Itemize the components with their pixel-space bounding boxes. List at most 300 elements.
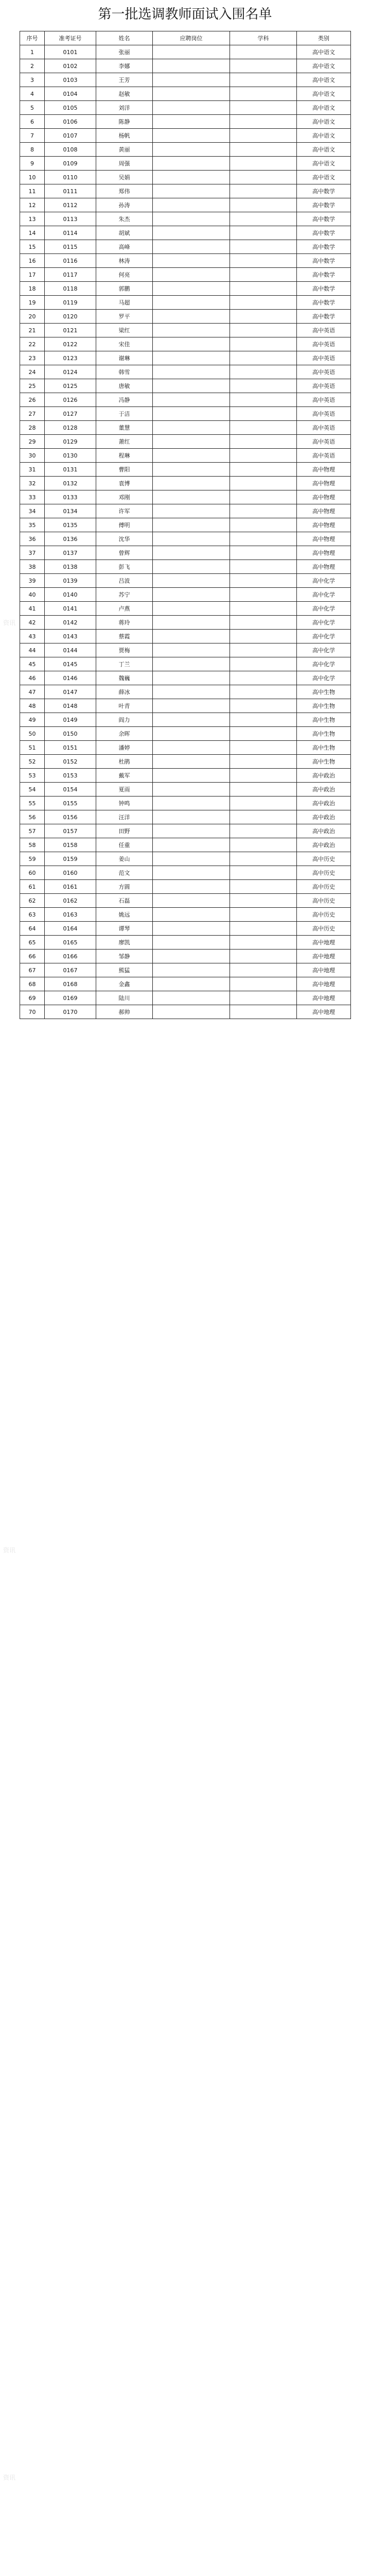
cell-subject [230, 602, 297, 616]
cell-subject [230, 685, 297, 699]
cell-position [153, 171, 230, 184]
table-row [20, 365, 351, 379]
cell-subject [230, 950, 297, 963]
cell-subject [230, 115, 297, 129]
cell-exam-id: 0126 [45, 393, 96, 407]
cell-category: 高中语文 [297, 87, 351, 101]
cell-exam-id: 0169 [45, 991, 96, 1005]
table-row [20, 532, 351, 546]
cell-subject [230, 157, 297, 171]
table-row [20, 643, 351, 657]
cell-serial: 44 [20, 643, 45, 657]
cell-serial: 28 [20, 421, 45, 435]
table-row [20, 449, 351, 463]
table-row [20, 630, 351, 643]
cell-serial: 40 [20, 588, 45, 602]
cell-serial: 7 [20, 129, 45, 143]
cell-position [153, 741, 230, 755]
cell-exam-id: 0156 [45, 810, 96, 824]
cell-serial: 57 [20, 824, 45, 838]
cell-serial: 47 [20, 685, 45, 699]
cell-position [153, 657, 230, 671]
cell-exam-id: 0113 [45, 212, 96, 226]
table-row [20, 435, 351, 449]
cell-name: 袁博 [96, 477, 153, 490]
cell-name: 许军 [96, 504, 153, 518]
cell-category: 高中历史 [297, 852, 351, 866]
cell-serial: 13 [20, 212, 45, 226]
cell-category: 高中历史 [297, 908, 351, 922]
cell-exam-id: 0125 [45, 379, 96, 393]
cell-name: 卢燕 [96, 602, 153, 616]
cell-name: 丁兰 [96, 657, 153, 671]
cell-name: 周强 [96, 157, 153, 171]
cell-exam-id: 0123 [45, 351, 96, 365]
cell-name: 范文 [96, 866, 153, 880]
cell-subject [230, 727, 297, 741]
cell-subject [230, 755, 297, 769]
cell-name: 戴军 [96, 769, 153, 783]
cell-name: 郭鹏 [96, 282, 153, 296]
cell-category: 高中英语 [297, 449, 351, 463]
cell-name: 胡斌 [96, 226, 153, 240]
cell-name: 于洁 [96, 407, 153, 421]
table-row [20, 616, 351, 630]
cell-name: 吕波 [96, 574, 153, 588]
cell-position [153, 894, 230, 908]
cell-name: 阎力 [96, 713, 153, 727]
cell-exam-id: 0106 [45, 115, 96, 129]
cell-exam-id: 0144 [45, 643, 96, 657]
table-row [20, 379, 351, 393]
cell-subject [230, 894, 297, 908]
cell-position [153, 880, 230, 894]
cell-subject [230, 477, 297, 490]
cell-name: 孙涛 [96, 198, 153, 212]
cell-category: 高中化学 [297, 588, 351, 602]
table-row [20, 713, 351, 727]
cell-serial: 50 [20, 727, 45, 741]
cell-category: 高中物理 [297, 560, 351, 574]
cell-subject [230, 741, 297, 755]
cell-name: 刘洋 [96, 101, 153, 115]
cell-subject [230, 783, 297, 796]
cell-position [153, 254, 230, 268]
cell-exam-id: 0147 [45, 685, 96, 699]
cell-serial: 31 [20, 463, 45, 477]
cell-name: 萧红 [96, 435, 153, 449]
cell-serial: 61 [20, 880, 45, 894]
cell-exam-id: 0135 [45, 518, 96, 532]
cell-subject [230, 421, 297, 435]
cell-position [153, 212, 230, 226]
header-subject: 学科 [230, 31, 297, 45]
cell-subject [230, 198, 297, 212]
cell-serial: 70 [20, 1005, 45, 1019]
cell-name: 金鑫 [96, 977, 153, 991]
table-row [20, 699, 351, 713]
page-title: 第一批选调教师面试入围名单 [98, 7, 272, 22]
table-row [20, 463, 351, 477]
cell-position [153, 477, 230, 490]
cell-exam-id: 0130 [45, 449, 96, 463]
cell-name: 宋佳 [96, 337, 153, 351]
cell-category: 高中化学 [297, 616, 351, 630]
table-row [20, 783, 351, 796]
cell-serial: 43 [20, 630, 45, 643]
table-row [20, 490, 351, 504]
table-row [20, 880, 351, 894]
cell-category: 高中物理 [297, 518, 351, 532]
cell-category: 高中政治 [297, 810, 351, 824]
cell-position [153, 115, 230, 129]
cell-position [153, 463, 230, 477]
cell-exam-id: 0107 [45, 129, 96, 143]
cell-subject [230, 435, 297, 449]
cell-subject [230, 977, 297, 991]
cell-subject [230, 310, 297, 324]
cell-name: 蒋玲 [96, 616, 153, 630]
cell-position [153, 518, 230, 532]
cell-subject [230, 365, 297, 379]
cell-subject [230, 449, 297, 463]
cell-position [153, 198, 230, 212]
cell-category: 高中物理 [297, 504, 351, 518]
cell-subject [230, 838, 297, 852]
cell-position [153, 671, 230, 685]
cell-position [153, 143, 230, 157]
cell-category: 高中语文 [297, 115, 351, 129]
cell-category: 高中地理 [297, 977, 351, 991]
cell-name: 何亮 [96, 268, 153, 282]
cell-exam-id: 0119 [45, 296, 96, 310]
cell-category: 高中英语 [297, 337, 351, 351]
cell-serial: 33 [20, 490, 45, 504]
cell-serial: 24 [20, 365, 45, 379]
cell-category: 高中生物 [297, 741, 351, 755]
cell-name: 任重 [96, 838, 153, 852]
cell-serial: 62 [20, 894, 45, 908]
cell-category: 高中数学 [297, 198, 351, 212]
cell-serial: 11 [20, 184, 45, 198]
table-row [20, 574, 351, 588]
cell-position [153, 435, 230, 449]
cell-exam-id: 0120 [45, 310, 96, 324]
cell-name: 韩雪 [96, 365, 153, 379]
cell-category: 高中地理 [297, 991, 351, 1005]
cell-position [153, 810, 230, 824]
cell-subject [230, 852, 297, 866]
table-row [20, 143, 351, 157]
roster-table [20, 31, 351, 1019]
cell-exam-id: 0122 [45, 337, 96, 351]
cell-position [153, 685, 230, 699]
cell-exam-id: 0148 [45, 699, 96, 713]
cell-name: 夏雨 [96, 783, 153, 796]
cell-exam-id: 0116 [45, 254, 96, 268]
cell-subject [230, 908, 297, 922]
table-row [20, 977, 351, 991]
cell-category: 高中政治 [297, 769, 351, 783]
cell-exam-id: 0129 [45, 435, 96, 449]
cell-subject [230, 824, 297, 838]
table-row [20, 838, 351, 852]
cell-category: 高中政治 [297, 783, 351, 796]
table-row [20, 254, 351, 268]
cell-category: 高中语文 [297, 171, 351, 184]
cell-category: 高中英语 [297, 407, 351, 421]
cell-category: 高中语文 [297, 45, 351, 59]
cell-serial: 39 [20, 574, 45, 588]
cell-serial: 25 [20, 379, 45, 393]
cell-position [153, 310, 230, 324]
cell-name: 赵敏 [96, 87, 153, 101]
cell-exam-id: 0152 [45, 755, 96, 769]
cell-serial: 69 [20, 991, 45, 1005]
cell-exam-id: 0149 [45, 713, 96, 727]
table-header-row [20, 31, 351, 45]
cell-exam-id: 0150 [45, 727, 96, 741]
cell-position [153, 351, 230, 365]
cell-exam-id: 0140 [45, 588, 96, 602]
cell-category: 高中语文 [297, 157, 351, 171]
table-row [20, 685, 351, 699]
cell-subject [230, 880, 297, 894]
cell-exam-id: 0138 [45, 560, 96, 574]
table-row [20, 1005, 351, 1019]
table-row [20, 59, 351, 73]
side-watermark: 资讯 [3, 619, 16, 626]
table-row [20, 991, 351, 1005]
cell-serial: 26 [20, 393, 45, 407]
cell-subject [230, 1005, 297, 1019]
header-exam-id: 准考证号 [45, 31, 96, 45]
cell-name: 廖凯 [96, 936, 153, 950]
cell-name: 姚远 [96, 908, 153, 922]
cell-subject [230, 324, 297, 337]
cell-serial: 23 [20, 351, 45, 365]
table-row [20, 727, 351, 741]
cell-subject [230, 337, 297, 351]
cell-serial: 48 [20, 699, 45, 713]
cell-name: 王芳 [96, 73, 153, 87]
cell-serial: 58 [20, 838, 45, 852]
table-row [20, 894, 351, 908]
cell-position [153, 602, 230, 616]
cell-serial: 34 [20, 504, 45, 518]
cell-category: 高中化学 [297, 630, 351, 643]
cell-exam-id: 0133 [45, 490, 96, 504]
table-row [20, 671, 351, 685]
cell-name: 余晖 [96, 727, 153, 741]
cell-category: 高中历史 [297, 880, 351, 894]
cell-category: 高中地理 [297, 936, 351, 950]
cell-position [153, 755, 230, 769]
cell-name: 薛冰 [96, 685, 153, 699]
cell-category: 高中生物 [297, 699, 351, 713]
table-row [20, 852, 351, 866]
table-body [20, 45, 351, 1019]
table-row [20, 324, 351, 337]
cell-exam-id: 0127 [45, 407, 96, 421]
table-row [20, 602, 351, 616]
table-row [20, 588, 351, 602]
cell-exam-id: 0157 [45, 824, 96, 838]
cell-exam-id: 0164 [45, 922, 96, 936]
cell-category: 高中数学 [297, 268, 351, 282]
cell-name: 马超 [96, 296, 153, 310]
table-row [20, 337, 351, 351]
cell-serial: 12 [20, 198, 45, 212]
cell-position [153, 157, 230, 171]
cell-serial: 66 [20, 950, 45, 963]
cell-category: 高中生物 [297, 685, 351, 699]
cell-category: 高中物理 [297, 477, 351, 490]
cell-name: 董慧 [96, 421, 153, 435]
cell-name: 熊猛 [96, 963, 153, 977]
cell-serial: 56 [20, 810, 45, 824]
cell-serial: 52 [20, 755, 45, 769]
cell-position [153, 699, 230, 713]
cell-name: 陈静 [96, 115, 153, 129]
cell-position [153, 45, 230, 59]
cell-position [153, 282, 230, 296]
cell-exam-id: 0141 [45, 602, 96, 616]
cell-subject [230, 45, 297, 59]
cell-subject [230, 282, 297, 296]
cell-position [153, 783, 230, 796]
cell-exam-id: 0109 [45, 157, 96, 171]
cell-serial: 63 [20, 908, 45, 922]
cell-name: 苏宁 [96, 588, 153, 602]
table-row [20, 741, 351, 755]
cell-name: 石磊 [96, 894, 153, 908]
cell-subject [230, 796, 297, 810]
cell-position [153, 991, 230, 1005]
cell-serial: 65 [20, 936, 45, 950]
cell-position [153, 490, 230, 504]
table-row [20, 421, 351, 435]
cell-name: 方圆 [96, 880, 153, 894]
cell-serial: 19 [20, 296, 45, 310]
cell-name: 曾辉 [96, 546, 153, 560]
header-category: 类别 [297, 31, 351, 45]
cell-subject [230, 643, 297, 657]
cell-exam-id: 0102 [45, 59, 96, 73]
cell-position [153, 727, 230, 741]
cell-serial: 3 [20, 73, 45, 87]
cell-exam-id: 0117 [45, 268, 96, 282]
cell-exam-id: 0153 [45, 769, 96, 783]
cell-exam-id: 0168 [45, 977, 96, 991]
cell-serial: 49 [20, 713, 45, 727]
cell-serial: 8 [20, 143, 45, 157]
cell-name: 曹阳 [96, 463, 153, 477]
cell-exam-id: 0145 [45, 657, 96, 671]
table-row [20, 393, 351, 407]
header-serial: 序号 [20, 31, 45, 45]
cell-position [153, 379, 230, 393]
table-row [20, 212, 351, 226]
cell-category: 高中语文 [297, 129, 351, 143]
cell-exam-id: 0132 [45, 477, 96, 490]
cell-name: 吴娟 [96, 171, 153, 184]
cell-name: 郝帅 [96, 1005, 153, 1019]
cell-subject [230, 630, 297, 643]
cell-category: 高中语文 [297, 143, 351, 157]
cell-category: 高中政治 [297, 796, 351, 810]
cell-exam-id: 0134 [45, 504, 96, 518]
cell-subject [230, 184, 297, 198]
cell-name: 冯静 [96, 393, 153, 407]
cell-position [153, 963, 230, 977]
cell-serial: 42 [20, 616, 45, 630]
cell-name: 傅明 [96, 518, 153, 532]
cell-exam-id: 0146 [45, 671, 96, 685]
cell-category: 高中地理 [297, 950, 351, 963]
cell-category: 高中数学 [297, 296, 351, 310]
cell-category: 高中生物 [297, 727, 351, 741]
cell-serial: 53 [20, 769, 45, 783]
cell-position [153, 936, 230, 950]
table-row [20, 518, 351, 532]
cell-subject [230, 268, 297, 282]
cell-serial: 55 [20, 796, 45, 810]
cell-category: 高中物理 [297, 532, 351, 546]
cell-serial: 9 [20, 157, 45, 171]
cell-name: 陆川 [96, 991, 153, 1005]
cell-subject [230, 254, 297, 268]
cell-exam-id: 0103 [45, 73, 96, 87]
cell-exam-id: 0137 [45, 546, 96, 560]
table-row [20, 936, 351, 950]
cell-category: 高中物理 [297, 490, 351, 504]
cell-exam-id: 0154 [45, 783, 96, 796]
table-row [20, 73, 351, 87]
cell-exam-id: 0121 [45, 324, 96, 337]
table-row [20, 950, 351, 963]
cell-subject [230, 171, 297, 184]
cell-subject [230, 922, 297, 936]
cell-exam-id: 0110 [45, 171, 96, 184]
cell-category: 高中数学 [297, 310, 351, 324]
table-row [20, 504, 351, 518]
cell-subject [230, 351, 297, 365]
cell-position [153, 324, 230, 337]
cell-category: 高中英语 [297, 324, 351, 337]
table-row [20, 87, 351, 101]
cell-subject [230, 991, 297, 1005]
cell-serial: 1 [20, 45, 45, 59]
cell-serial: 21 [20, 324, 45, 337]
cell-subject [230, 296, 297, 310]
cell-name: 谢琳 [96, 351, 153, 365]
cell-position [153, 449, 230, 463]
cell-position [153, 769, 230, 783]
table-row [20, 115, 351, 129]
table-row [20, 824, 351, 838]
cell-category: 高中数学 [297, 254, 351, 268]
cell-name: 田野 [96, 824, 153, 838]
cell-exam-id: 0139 [45, 574, 96, 588]
cell-position [153, 824, 230, 838]
cell-category: 高中地理 [297, 963, 351, 977]
cell-serial: 67 [20, 963, 45, 977]
cell-category: 高中物理 [297, 463, 351, 477]
cell-category: 高中化学 [297, 643, 351, 657]
cell-name: 唐敏 [96, 379, 153, 393]
cell-serial: 16 [20, 254, 45, 268]
